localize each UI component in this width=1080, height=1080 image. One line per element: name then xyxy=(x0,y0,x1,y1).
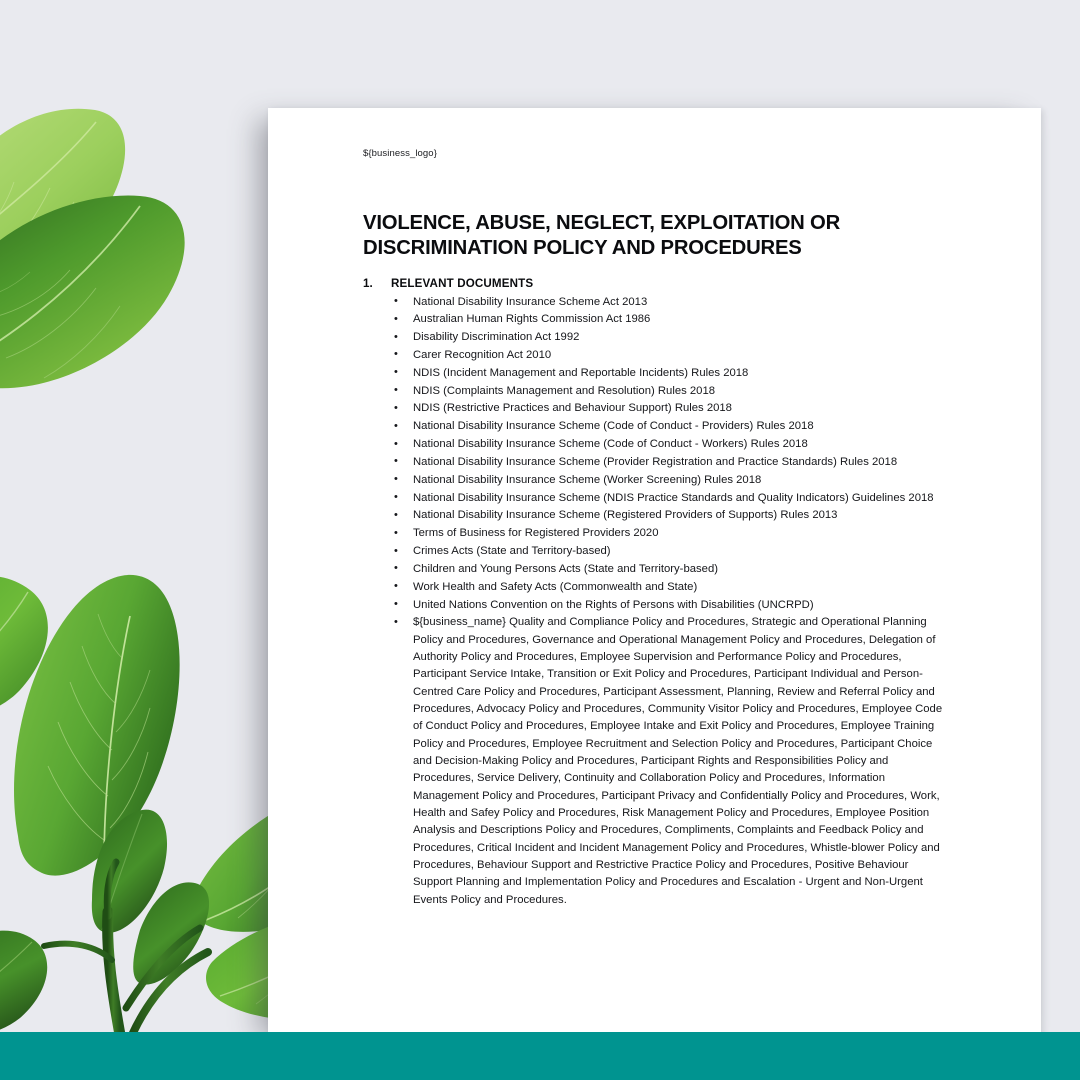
list-item: • National Disability Insurance Scheme (Provider Registration and Practice Standards) Rules 2018 xyxy=(363,454,951,471)
list-item: • NDIS (Incident Management and Reportable Incidents) Rules 2018 xyxy=(363,365,951,382)
list-item: • United Nations Convention on the Rights of Persons with Disabilities (UNCRPD) xyxy=(363,597,951,614)
list-item: • Work Health and Safety Acts (Commonwealth and State) xyxy=(363,579,951,596)
list-item: • Terms of Business for Registered Providers 2020 xyxy=(363,525,951,542)
list-item: • National Disability Insurance Scheme (NDIS Practice Standards and Quality Indicators) Guidelines 2018 xyxy=(363,490,951,507)
list-item: • Carer Recognition Act 2010 xyxy=(363,347,951,364)
list-item: • National Disability Insurance Scheme (Code of Conduct - Workers) Rules 2018 xyxy=(363,436,951,453)
section-heading xyxy=(363,277,951,290)
section-number: 1. xyxy=(363,276,373,290)
list-item: • Crimes Acts (State and Territory-based) xyxy=(363,543,951,560)
list-item: • Disability Discrimination Act 1992 xyxy=(363,329,951,346)
list-item: • ${business_name} Quality and Compliance Policy and Procedures, Strategic and Operational Planning Policy and Procedures, Governance and Operational Management Policy and Procedures, Delegation of Authority Policy and Procedures, Employee Supervision and Performance Policy and Procedures, Participant Service Intake, Transition or Exit Policy and Procedures, Participant Individual and Person-Centred Care Policy and Procedures, Participant Assessment, Planning, Review and Referral Policy and Procedures, Advocacy Policy and Procedures, Community Visitor Policy and Procedures, Employee Code of Conduct Policy and Procedures, Employee Intake and Exit Policy and Procedures, Employee Training Policy and Procedures, Employee Recruitment and Selection Policy and Procedures, Participant Choice and Decision-Making Policy and Procedures, Participant Rights and Responsibilities Policy and Procedures, Service Delivery, Continuity and Collaboration Policy and Procedures, Information Management Policy and Procedures, Participant Privacy and Confidentially Policy and Procedures, Work, Health and Safey Policy and Procedures, Risk Management Policy and Procedures, Employee Position Analysis and Descriptions Policy and Procedures, Compliments, Complaints and Feedback Policy and Procedures, Critical Incident and Incident Management Policy and Procedures, Whistle-blower Policy and Procedures, Behaviour Support and Restrictive Practice Policy and Procedures, Positive Behaviour Support Planning and Implementation Policy and Procedures and Escalation - Urgent and Non-Urgent Events Policy and Procedures. xyxy=(363,614,951,909)
list-item: • National Disability Insurance Scheme Act 2013 xyxy=(363,294,951,311)
list-item: • Children and Young Persons Acts (State and Territory-based) xyxy=(363,561,951,578)
business-logo-placeholder: ${business_logo} xyxy=(363,148,437,159)
list-item: • Australian Human Rights Commission Act 1986 xyxy=(363,311,951,328)
list-item: • NDIS (Complaints Management and Resolution) Rules 2018 xyxy=(363,383,951,400)
relevant-documents-list xyxy=(363,294,951,909)
section-heading-label: RELEVANT DOCUMENTS xyxy=(391,276,534,290)
document-page xyxy=(268,108,1041,1036)
list-item: • NDIS (Restrictive Practices and Behaviour Support) Rules 2018 xyxy=(363,400,951,417)
document-content xyxy=(363,148,951,909)
list-item: • National Disability Insurance Scheme (Code of Conduct - Providers) Rules 2018 xyxy=(363,418,951,435)
footer-accent-band xyxy=(0,1032,1080,1080)
list-item: • National Disability Insurance Scheme (Worker Screening) Rules 2018 xyxy=(363,472,951,489)
document-title: VIOLENCE, ABUSE, NEGLECT, EXPLOITATION OR DISCRIMINATION POLICY AND PROCEDURES xyxy=(363,212,841,259)
list-item: • National Disability Insurance Scheme (Registered Providers of Supports) Rules 2013 xyxy=(363,507,951,524)
